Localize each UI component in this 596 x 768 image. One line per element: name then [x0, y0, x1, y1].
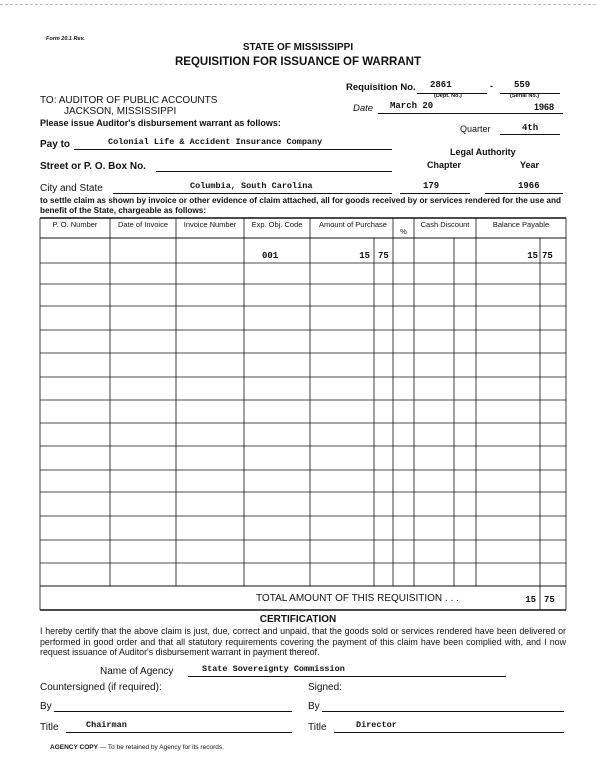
title-line-right — [334, 732, 564, 733]
col-header-exp-obj-code: Exp. Obj. Code — [251, 220, 303, 229]
city-state-label: City and State — [40, 183, 103, 194]
col-header-cash-discount: Cash Discount — [420, 220, 470, 229]
footer — [50, 744, 224, 751]
title-value-left: Chairman — [86, 720, 127, 730]
countersigned-label: Countersigned (if required): — [40, 682, 162, 693]
chapter-label: Chapter — [427, 160, 462, 170]
serial-no-value: 559 — [514, 80, 531, 90]
to-auditor: TO: AUDITOR OF PUBLIC ACCOUNTS — [40, 95, 218, 106]
row-1-balance-dollars: 15 — [527, 251, 538, 261]
instruction-text: Please issue Auditor's disbursement warrant as follows: — [40, 118, 281, 128]
dept-no-value: 2861 — [430, 80, 452, 90]
col-header-invoice-number: Invoice Number — [183, 220, 237, 229]
street-label: Street or P. O. Box No. — [40, 161, 146, 172]
settle-text: to settle claim as shown by invoice or other evidence of claim attached, all for goods received by or services rendered for the use and benefit of the State, chargeable as follows: — [40, 196, 561, 215]
col-header-po-number: P. O. Number — [52, 220, 98, 229]
agency-copy-note: — To be retained by Agency for its records. — [99, 744, 224, 751]
chapter-value: 179 — [423, 181, 440, 191]
title-line-left — [66, 732, 292, 733]
by-line-left — [54, 711, 292, 712]
requisition-label: Requisition No. — [346, 82, 416, 93]
col-header-date-of-invoice: Date of Invoice — [117, 220, 169, 229]
row-1-amount-cents: 75 — [378, 251, 389, 261]
row-1-balance-cents: 75 — [542, 251, 553, 261]
dept-no-caption: (Dept. No.) — [434, 93, 462, 99]
total-cents: 75 — [544, 595, 555, 605]
quarter-label: Quarter — [460, 124, 491, 134]
agency-value: State Sovereignty Commission — [202, 664, 345, 674]
page-title: REQUISITION FOR ISSUANCE OF WARRANT — [175, 56, 421, 68]
title-value-right: Director — [356, 720, 397, 730]
certification-text: I hereby certify that the above claim is just, due, correct and unpaid, that the goods sold or services rendered have been delivered or performed in good order and that all statutory requirements covering the payment of this claim have been complied with, and I now request issuance of Auditor's disbursement warrant in payment thereof. — [40, 626, 566, 657]
auditor-city: JACKSON, MISSISSIPPI — [64, 106, 177, 117]
certification-heading: CERTIFICATION — [259, 614, 337, 625]
title-label-left: Title — [40, 722, 59, 733]
state-heading: STATE OF MISSISSIPPI — [242, 42, 354, 53]
quarter-value: 4th — [522, 123, 539, 133]
agency-line — [188, 676, 506, 677]
col-header-balance-payable: Balance Payable — [492, 220, 550, 229]
city-state-value: Columbia, South Carolina — [190, 181, 313, 191]
signed-label: Signed: — [308, 682, 342, 693]
form-number: Form 20.1 Rev. — [46, 36, 85, 42]
pay-to-value: Colonial Life & Accident Insurance Company — [108, 137, 323, 147]
requisition-separator: - — [490, 81, 493, 91]
by-label-left: By — [40, 701, 52, 712]
col-header-amount-of-purchase: Amount of Purchase — [319, 220, 387, 229]
authority-year-value: 1966 — [518, 181, 540, 191]
row-1-code: 001 — [262, 251, 279, 261]
date-year: 1968 — [534, 102, 555, 112]
date-value: March 20 — [390, 101, 434, 111]
by-label-right: By — [308, 701, 320, 712]
legal-authority-label: Legal Authority — [450, 147, 516, 157]
col-header-percent: % — [400, 227, 407, 236]
title-label-right: Title — [308, 722, 327, 733]
pay-to-label: Pay to — [40, 139, 71, 150]
agency-label: Name of Agency — [100, 666, 174, 677]
serial-no-caption: (Serial No.) — [510, 93, 540, 99]
date-label: Date — [353, 103, 374, 114]
total-dollars: 15 — [525, 595, 536, 605]
row-1-amount-dollars: 15 — [359, 251, 370, 261]
total-label: TOTAL AMOUNT OF THIS REQUISITION . . . — [256, 593, 459, 604]
agency-copy-label: AGENCY COPY — [50, 744, 98, 751]
by-line-right — [322, 711, 564, 712]
year-label: Year — [520, 160, 540, 170]
